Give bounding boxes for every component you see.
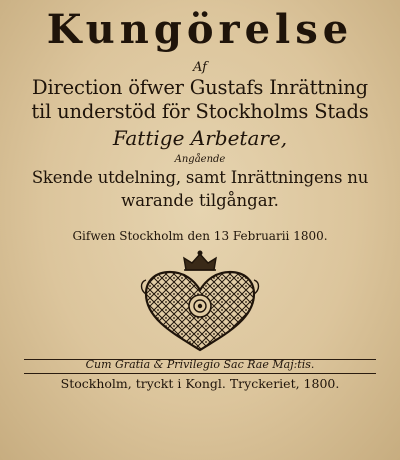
document-title: Kungörelse [46, 6, 354, 53]
privilegio-line: Cum Gratia & Privilegio Sac Rae Maj:tis. [85, 358, 315, 371]
angaende-line: Angående [174, 154, 226, 165]
issuer-line-3: Fattige Arbetare, [112, 126, 288, 150]
issuer-line-2: til understöd för Stockholms Stads [31, 100, 369, 123]
imprint-line: Stockholm, tryckt i Kongl. Tryckeriet, 1800. [60, 376, 340, 391]
subject-line-1: Skende utdelning, samt Inrättningens nu [31, 168, 369, 187]
bottom-rule [24, 373, 376, 374]
subject-line-2: warande tilgångar. [121, 191, 279, 210]
date-line: Gifwen Stockholm den 13 Februarii 1800. [72, 229, 328, 243]
crown-heart-ornament-icon [138, 250, 262, 354]
af-line: Af [193, 60, 207, 75]
issuer-line-1: Direction öfwer Gustafs Inrättning [32, 76, 368, 99]
